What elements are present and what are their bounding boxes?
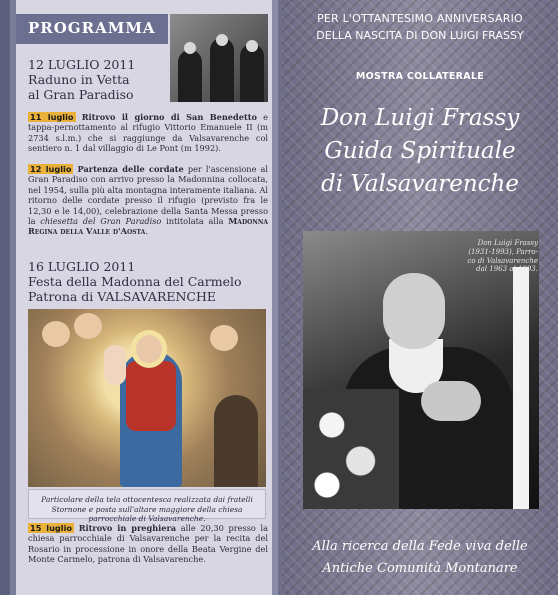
cover-title-1: Don Luigi Frassy xyxy=(320,105,520,131)
paragraph-12-luglio xyxy=(28,164,268,237)
photo-figure xyxy=(178,50,202,102)
anniversary-line-1: PER L'OTTANTESIMO ANNIVERSARIO xyxy=(317,12,523,25)
p3-text: alle 20,30 presso la chiesa parrocchiale di Valsavarenche per la recita del Rosario in processione in onore della Beata Vergine del Monte Carmelo, patrona di Valsavarenche. xyxy=(28,523,268,565)
event1-title-2: al Gran Paradiso xyxy=(28,87,134,102)
portrait-head xyxy=(383,273,445,349)
anniversary-line-2: DELLA NASCITA DI DON LUIGI FRASSY xyxy=(316,29,524,42)
portrait-caption-4: dal 1963 al 1993. xyxy=(476,265,538,274)
painting-caption: Particolare della tela ottocentesca realizzata dai fratelli Stornone e posta sull'altare maggiore della chiesa parrocchiale di Valsavarenche. xyxy=(28,489,266,519)
p3-bold: Ritrovo in preghiera xyxy=(78,523,177,533)
angel-figure xyxy=(42,321,70,347)
cover-title-3: di Valsavarenche xyxy=(321,171,519,197)
portrait-caption-1: Don Luigi Frassy xyxy=(477,239,538,247)
angel-figure xyxy=(74,313,102,339)
tagline-1: Alla ricerca della Fede viva delle xyxy=(312,539,528,554)
date-badge: 12 luglio xyxy=(30,164,72,174)
child-figure xyxy=(104,345,126,385)
event1-title-1: Raduno in Vetta xyxy=(28,72,130,87)
p2-smallcaps: Madonna Regina della Valle d'Aosta xyxy=(28,216,269,237)
event2-heading xyxy=(28,259,242,304)
paragraph-11-luglio xyxy=(28,112,268,154)
p2-italic: chiesetta del Gran Paradiso xyxy=(40,216,162,227)
event2-title-1: Festa della Madonna del Carmelo xyxy=(28,274,242,289)
monk-figure xyxy=(214,395,258,487)
photo-face xyxy=(216,34,228,46)
event2-date: 16 LUGLIO 2011 xyxy=(28,259,136,274)
portrait-caption xyxy=(458,239,538,274)
photo-face xyxy=(184,42,196,54)
p2-text2: intitolata alla xyxy=(161,216,229,227)
madonna-robe xyxy=(126,361,176,431)
event1-heading xyxy=(28,57,135,102)
p1-text: e tappa-pernottamento al rifugio Vittorio Emanuele II (m 2734 s.l.m.) che si raggiunge da Valsavarenche col sentiero n. 1 dal villaggio di Le Pont (m 1992). xyxy=(28,112,268,154)
madonna-painting xyxy=(28,309,266,487)
p2-bold: Partenza delle cordate xyxy=(77,164,184,174)
photo-figure xyxy=(210,38,234,102)
programme-title: PROGRAMMA xyxy=(28,19,156,37)
event2-title-2: Patrona di VALSAVARENCHE xyxy=(28,289,217,304)
paragraph-15-luglio xyxy=(28,523,268,565)
portrait-flowers xyxy=(303,389,399,509)
madonna-head xyxy=(136,335,162,363)
p2-end: . xyxy=(145,226,148,237)
portrait-caption-2: (1931-1993), Parro- xyxy=(468,247,538,256)
cover-title-2: Guida Spirituale xyxy=(324,138,516,164)
portrait-caption-3: co di Valsavarenche xyxy=(467,256,538,265)
mountaineers-photo xyxy=(170,14,268,102)
date-badge: 15 luglio xyxy=(30,523,73,533)
photo-face xyxy=(246,40,258,52)
exhibition-label: MOSTRA COLLATERALE xyxy=(355,71,485,82)
p1-bold: Ritrovo il giorno di San Benedetto xyxy=(81,112,257,122)
date-badge: 11 luglio xyxy=(30,112,74,122)
tagline-2: Antiche Comunità Montanare xyxy=(322,561,518,576)
event1-date: 12 LUGLIO 2011 xyxy=(28,57,136,72)
angel-figure xyxy=(210,325,238,351)
photo-figure xyxy=(240,44,264,102)
portrait-candle xyxy=(513,267,529,509)
portrait-hands xyxy=(421,381,481,421)
p2-text1: per l'ascensione al Gran Paradiso con arrivo presso la Madonnina collocata, nel 1954, sulla più alta montagna interamente italiana. Al ritorno delle cordate presso il rifugio (previsto fra le 12,30 e le 14,00), celebrazione della Santa Messa presso la xyxy=(28,164,268,227)
